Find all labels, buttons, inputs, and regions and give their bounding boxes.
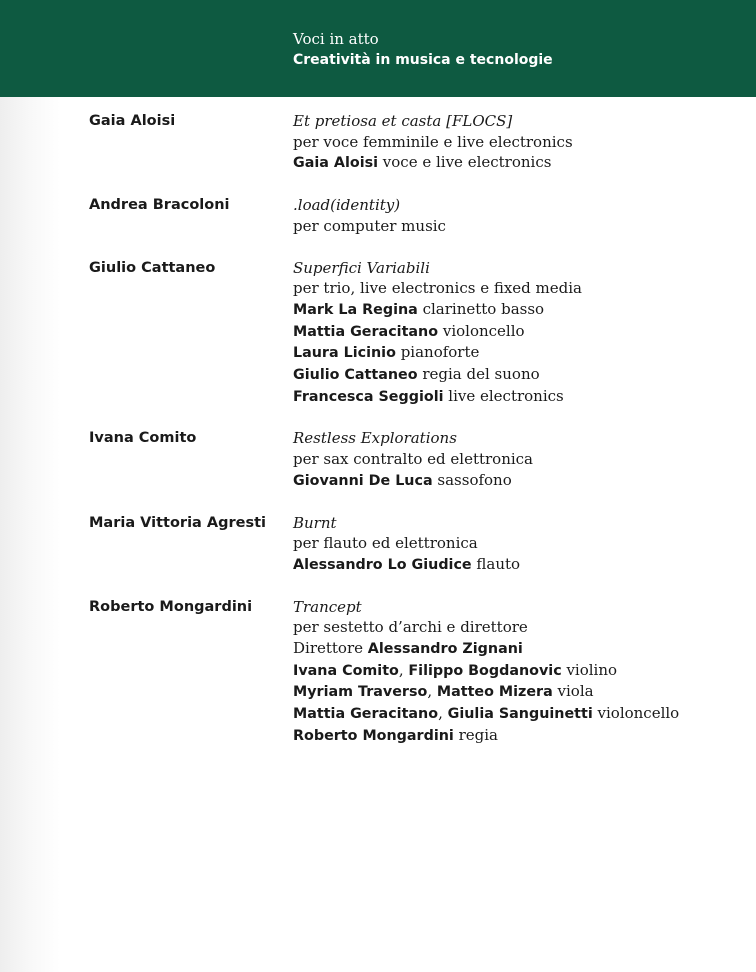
composer-name: Gaia Aloisi bbox=[89, 113, 176, 129]
performer-line bbox=[293, 725, 743, 747]
instrumentation: per flauto ed elettronica bbox=[293, 534, 478, 553]
performer-line bbox=[293, 321, 743, 343]
piece-title: Burnt bbox=[293, 513, 337, 532]
piece-details bbox=[293, 195, 743, 236]
piece-details bbox=[293, 111, 743, 174]
performer-name: Ivana Comito bbox=[293, 662, 399, 679]
piece-details bbox=[293, 258, 743, 408]
program-entry bbox=[0, 428, 756, 491]
composer-name: Maria Vittoria Agresti bbox=[89, 514, 267, 531]
performer-role: clarinetto basso bbox=[422, 299, 545, 318]
performer-line bbox=[293, 470, 743, 492]
program-entry bbox=[0, 597, 756, 747]
performer-line bbox=[293, 554, 743, 576]
performer-line bbox=[293, 342, 743, 364]
performer-name: Mark La Regina bbox=[293, 301, 418, 318]
instrumentation: per sax contralto ed elettronica bbox=[293, 450, 533, 469]
performer-name: Giovanni De Luca bbox=[293, 472, 433, 489]
performer-line bbox=[293, 386, 743, 408]
performer-role: viola bbox=[557, 682, 594, 701]
program-entry bbox=[0, 111, 756, 174]
performer-name: Francesca Seggioli bbox=[293, 388, 444, 405]
header-subtitle: Creatività in musica e tecnologie bbox=[293, 52, 553, 68]
performer-role: regia bbox=[458, 725, 498, 744]
instrumentation: per sestetto d’archi e direttore bbox=[293, 618, 528, 637]
conductor-label: Direttore bbox=[293, 639, 364, 658]
performer-role: violoncello bbox=[597, 704, 680, 723]
performer-name: Matteo Mizera bbox=[436, 684, 553, 701]
conductor-line bbox=[293, 638, 743, 660]
performer-name: Laura Licinio bbox=[293, 345, 396, 362]
performer-line bbox=[293, 364, 743, 386]
piece-title: Trancept bbox=[293, 597, 362, 616]
performer-name: Mattia Geracitano bbox=[293, 323, 439, 340]
performer-name: Giulia Sanguinetti bbox=[447, 706, 593, 723]
instrumentation: per trio, live electronics e fixed media bbox=[293, 279, 582, 298]
performer-name: Gaia Aloisi bbox=[293, 155, 379, 172]
composer-name: Roberto Mongardini bbox=[89, 598, 253, 615]
performer-line bbox=[293, 152, 743, 174]
program-list bbox=[0, 111, 756, 768]
program-entry bbox=[0, 195, 756, 236]
performer-line bbox=[293, 299, 743, 321]
instrumentation: per computer music bbox=[293, 216, 446, 235]
composer-name: Andrea Bracoloni bbox=[89, 197, 230, 214]
performer-role: sassofono bbox=[437, 470, 512, 489]
piece-details bbox=[293, 513, 743, 576]
piece-title: Superfici Variabili bbox=[293, 258, 430, 277]
composer-name: Ivana Comito bbox=[89, 430, 197, 447]
performer-line: Mattia Geracitano, Giulia Sanguinetti violoncello bbox=[293, 704, 680, 723]
composer-name: Giulio Cattaneo bbox=[89, 259, 216, 276]
performer-name: Filippo Bogdanovic bbox=[408, 662, 562, 679]
performer-role: regia del suono bbox=[422, 365, 540, 384]
performer-name: Giulio Cattaneo bbox=[293, 367, 418, 384]
conductor-name: Alessandro Zignani bbox=[367, 641, 523, 658]
performer-name: Myriam Traverso bbox=[293, 684, 428, 701]
performer-line: Ivana Comito, Filippo Bogdanovic violino bbox=[293, 660, 618, 679]
performer-line: Myriam Traverso, Matteo Mizera viola bbox=[293, 682, 594, 701]
instrumentation: per voce femminile e live electronics bbox=[293, 132, 573, 151]
performer-role: pianoforte bbox=[400, 343, 480, 362]
performer-role: voce e live electronics bbox=[382, 153, 552, 172]
piece-title: Restless Explorations bbox=[293, 429, 457, 448]
piece-title: .load(identity) bbox=[293, 196, 401, 215]
piece-title: Et pretiosa et casta [FLOCS] bbox=[293, 112, 513, 130]
performer-role: flauto bbox=[476, 554, 521, 573]
performer-name: Roberto Mongardini bbox=[293, 727, 454, 744]
performer-role: violoncello bbox=[442, 321, 525, 340]
program-entry bbox=[0, 258, 756, 408]
program-entry bbox=[0, 513, 756, 576]
piece-details bbox=[293, 428, 743, 491]
performer-role: live electronics bbox=[448, 386, 564, 405]
piece-details bbox=[293, 597, 743, 747]
performer-name: Mattia Geracitano bbox=[293, 706, 439, 723]
performer-role: violino bbox=[566, 660, 618, 679]
performer-name: Alessandro Lo Giudice bbox=[293, 556, 472, 573]
header-title: Voci in atto bbox=[293, 30, 379, 48]
page-header bbox=[0, 0, 756, 97]
